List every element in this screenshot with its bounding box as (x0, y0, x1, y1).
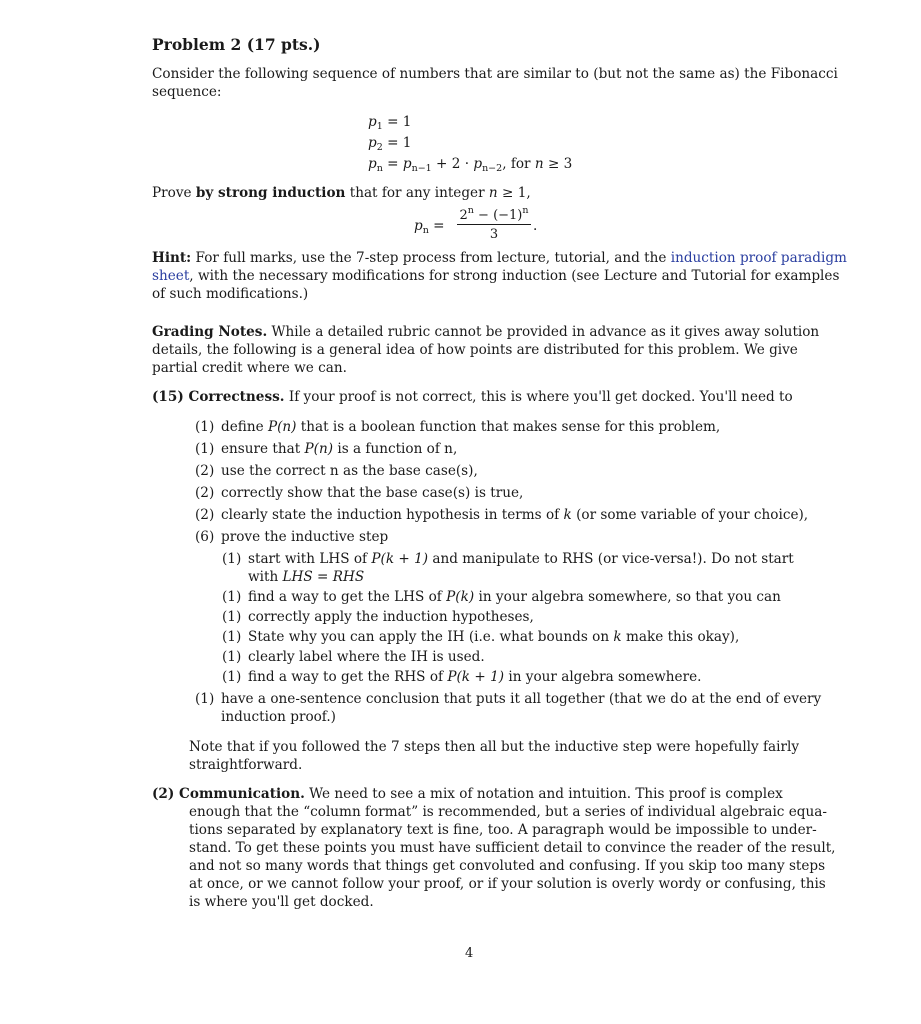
fraction-bar (457, 224, 531, 225)
item-math: LHS = RHS (282, 569, 365, 585)
hint-line-1 (152, 249, 847, 267)
formula-sub: n (422, 225, 429, 236)
item-number: (2) (195, 485, 215, 501)
communication-label: (2) Communication. (152, 786, 305, 802)
item-text: have a one-sentence conclusion that puts it all together (that we do at the end of every (221, 691, 822, 707)
item-math: P(k) (446, 589, 475, 605)
formula-equals: = (428, 218, 445, 234)
item-number: (1) (222, 589, 242, 605)
eq-condition: ≥ 3 (543, 156, 573, 172)
eq-sub: n (376, 163, 383, 174)
eq-var: p (368, 156, 377, 172)
communication-line-5: and not so many words that things get convoluted and confusing. If you skip too many steps (189, 858, 826, 874)
prove-post: that for any integer (345, 185, 489, 201)
correctness-heading (152, 388, 793, 406)
note-line-1: Note that if you followed the 7 steps then all but the inductive step were hopefully fairly (189, 739, 800, 755)
list-item (195, 440, 457, 458)
hint-text: , with the necessary modifications for strong induction (see Lecture and Tutorial for examples (189, 268, 840, 284)
item-text-tail: is a function of n, (333, 441, 458, 457)
item-text-tail: in your algebra somewhere. (504, 669, 702, 685)
num-exp2: n (522, 205, 529, 216)
list-item (222, 588, 781, 606)
paradigm-sheet-link-cont[interactable]: sheet (152, 268, 190, 284)
eq-sub: n−1 (411, 163, 432, 174)
formula-lhs (414, 218, 445, 236)
grading-label: Grading Notes. (152, 324, 268, 340)
prove-bold: by strong induction (195, 185, 346, 201)
eq-plus: + 2 · (431, 156, 474, 172)
list-item (222, 608, 534, 626)
item-text: find a way to get the RHS of (248, 669, 448, 685)
communication-line-2: enough that the “column format” is recommended, but a series of individual algebraic equa- (189, 804, 827, 820)
correctness-label: (15) Correctness. (152, 389, 285, 405)
list-item (195, 484, 523, 502)
prove-var: n (488, 185, 498, 201)
item-number: (1) (222, 629, 242, 645)
item-text: State why you can apply the IH (i.e. what bounds on (248, 629, 614, 645)
item-math: k (613, 629, 622, 645)
item-number: (1) (222, 649, 242, 665)
item-math: P(n) (267, 419, 297, 435)
equation-p1 (368, 114, 411, 132)
communication-line-1 (152, 785, 783, 803)
formula-period: . (533, 218, 538, 234)
prove-statement (152, 184, 531, 202)
eq-rhs: = 1 (382, 135, 412, 151)
item-math: P(k + 1) (447, 669, 505, 685)
eq-var: p (402, 156, 412, 172)
conclusion-item-line-2: induction proof.) (221, 709, 336, 725)
paradigm-sheet-link[interactable]: induction proof paradigm (670, 250, 847, 266)
item-number: (2) (195, 463, 215, 479)
list-item (222, 550, 794, 568)
eq-var: p (473, 156, 483, 172)
formula-var: p (414, 218, 423, 234)
problem-title: Problem 2 (17 pts.) (152, 35, 321, 54)
item-math: k (563, 507, 572, 523)
item-text: prove the inductive step (221, 529, 389, 545)
communication-line-6: at once, or we cannot follow your proof, or if your solution is overly wordy or confusing, this (189, 876, 826, 892)
list-item (222, 648, 485, 666)
item-text-tail: and manipulate to RHS (or vice-versa!). Do not start (428, 551, 794, 567)
item-number: (1) (222, 609, 242, 625)
list-item (195, 418, 720, 436)
hint-line-3: of such modifications.) (152, 286, 309, 302)
item-number: (6) (195, 529, 215, 545)
num-mid: − (−1) (473, 208, 523, 223)
item-text: correctly show that the base case(s) is true, (221, 485, 524, 501)
item-math: P(k + 1) (371, 551, 429, 567)
item-number: (1) (195, 691, 215, 707)
hint-text: For full marks, use the 7-step process from lecture, tutorial, and the (191, 250, 671, 266)
eq-sub: 1 (376, 121, 383, 132)
grading-line-3: partial credit where we can. (152, 360, 347, 376)
item-text: correctly apply the induction hypotheses, (248, 609, 534, 625)
item-math: P(n) (304, 441, 334, 457)
item-number: (1) (222, 669, 242, 685)
item-text: with (248, 569, 283, 585)
num-exp: n (467, 205, 474, 216)
equation-recurrence (368, 156, 572, 174)
prove-pre: Prove (152, 185, 196, 201)
communication-line-4: stand. To get these points you must have sufficient detail to convince the reader of the result, (189, 840, 836, 856)
list-item (195, 528, 388, 546)
eq-sub: n−2 (482, 163, 503, 174)
grading-line-2: details, the following is a general idea of how points are distributed for this problem. We give (152, 342, 798, 358)
item-text: use the correct n as the base case(s), (221, 463, 478, 479)
item-text: find a way to get the LHS of (248, 589, 447, 605)
communication-line-3: tions separated by explanatory text is fine, too. A paragraph would be impossible to under- (189, 822, 817, 838)
formula-denominator: 3 (489, 227, 499, 242)
num-base: 2 (459, 208, 468, 223)
conclusion-item (195, 690, 821, 708)
eq-var: p (368, 135, 377, 151)
page-number: 4 (465, 946, 474, 961)
item-number: (1) (195, 419, 215, 435)
intro-line-1: Consider the following sequence of numbers that are similar to (but not the same as) the Fibonacci (152, 66, 838, 82)
eq-var: n (534, 156, 544, 172)
communication-line-7: is where you'll get docked. (189, 894, 374, 910)
grading-text: While a detailed rubric cannot be provided in advance as it gives away solution (267, 324, 820, 340)
item-text-tail: that is a boolean function that makes sense for this problem, (296, 419, 721, 435)
item-text: start with LHS of (248, 551, 372, 567)
eq-var: p (368, 114, 377, 130)
equation-p2 (368, 135, 411, 153)
eq-sub: 2 (376, 142, 383, 153)
item-text: ensure that (221, 441, 305, 457)
hint-line-2 (152, 267, 839, 285)
grading-line-1 (152, 323, 819, 341)
correctness-text: If your proof is not correct, this is where you'll get docked. You'll need to (284, 389, 793, 405)
communication-text: We need to see a mix of notation and intuition. This proof is complex (304, 786, 783, 802)
list-item (222, 628, 739, 646)
prove-cond: ≥ 1, (497, 185, 531, 201)
item-text: clearly state the induction hypothesis in terms of (221, 507, 564, 523)
item-text-tail: (or some variable of your choice), (571, 507, 809, 523)
eq-rhs: = 1 (382, 114, 412, 130)
formula-numerator (454, 205, 534, 223)
item-text-tail: in your algebra somewhere, so that you can (474, 589, 781, 605)
item-text: define (221, 419, 268, 435)
item-number: (2) (195, 507, 215, 523)
item-text: clearly label where the IH is used. (248, 649, 485, 665)
list-item (222, 668, 701, 686)
note-line-2: straightforward. (189, 757, 303, 773)
list-item (222, 568, 364, 586)
list-item (195, 462, 478, 480)
eq-tail: , for (502, 156, 535, 172)
item-number: (1) (222, 551, 242, 567)
intro-line-2: sequence: (152, 84, 222, 100)
eq-equals: = (382, 156, 403, 172)
hint-label: Hint: (152, 250, 192, 266)
item-text-tail: make this okay), (621, 629, 740, 645)
list-item (195, 506, 808, 524)
item-number: (1) (195, 441, 215, 457)
